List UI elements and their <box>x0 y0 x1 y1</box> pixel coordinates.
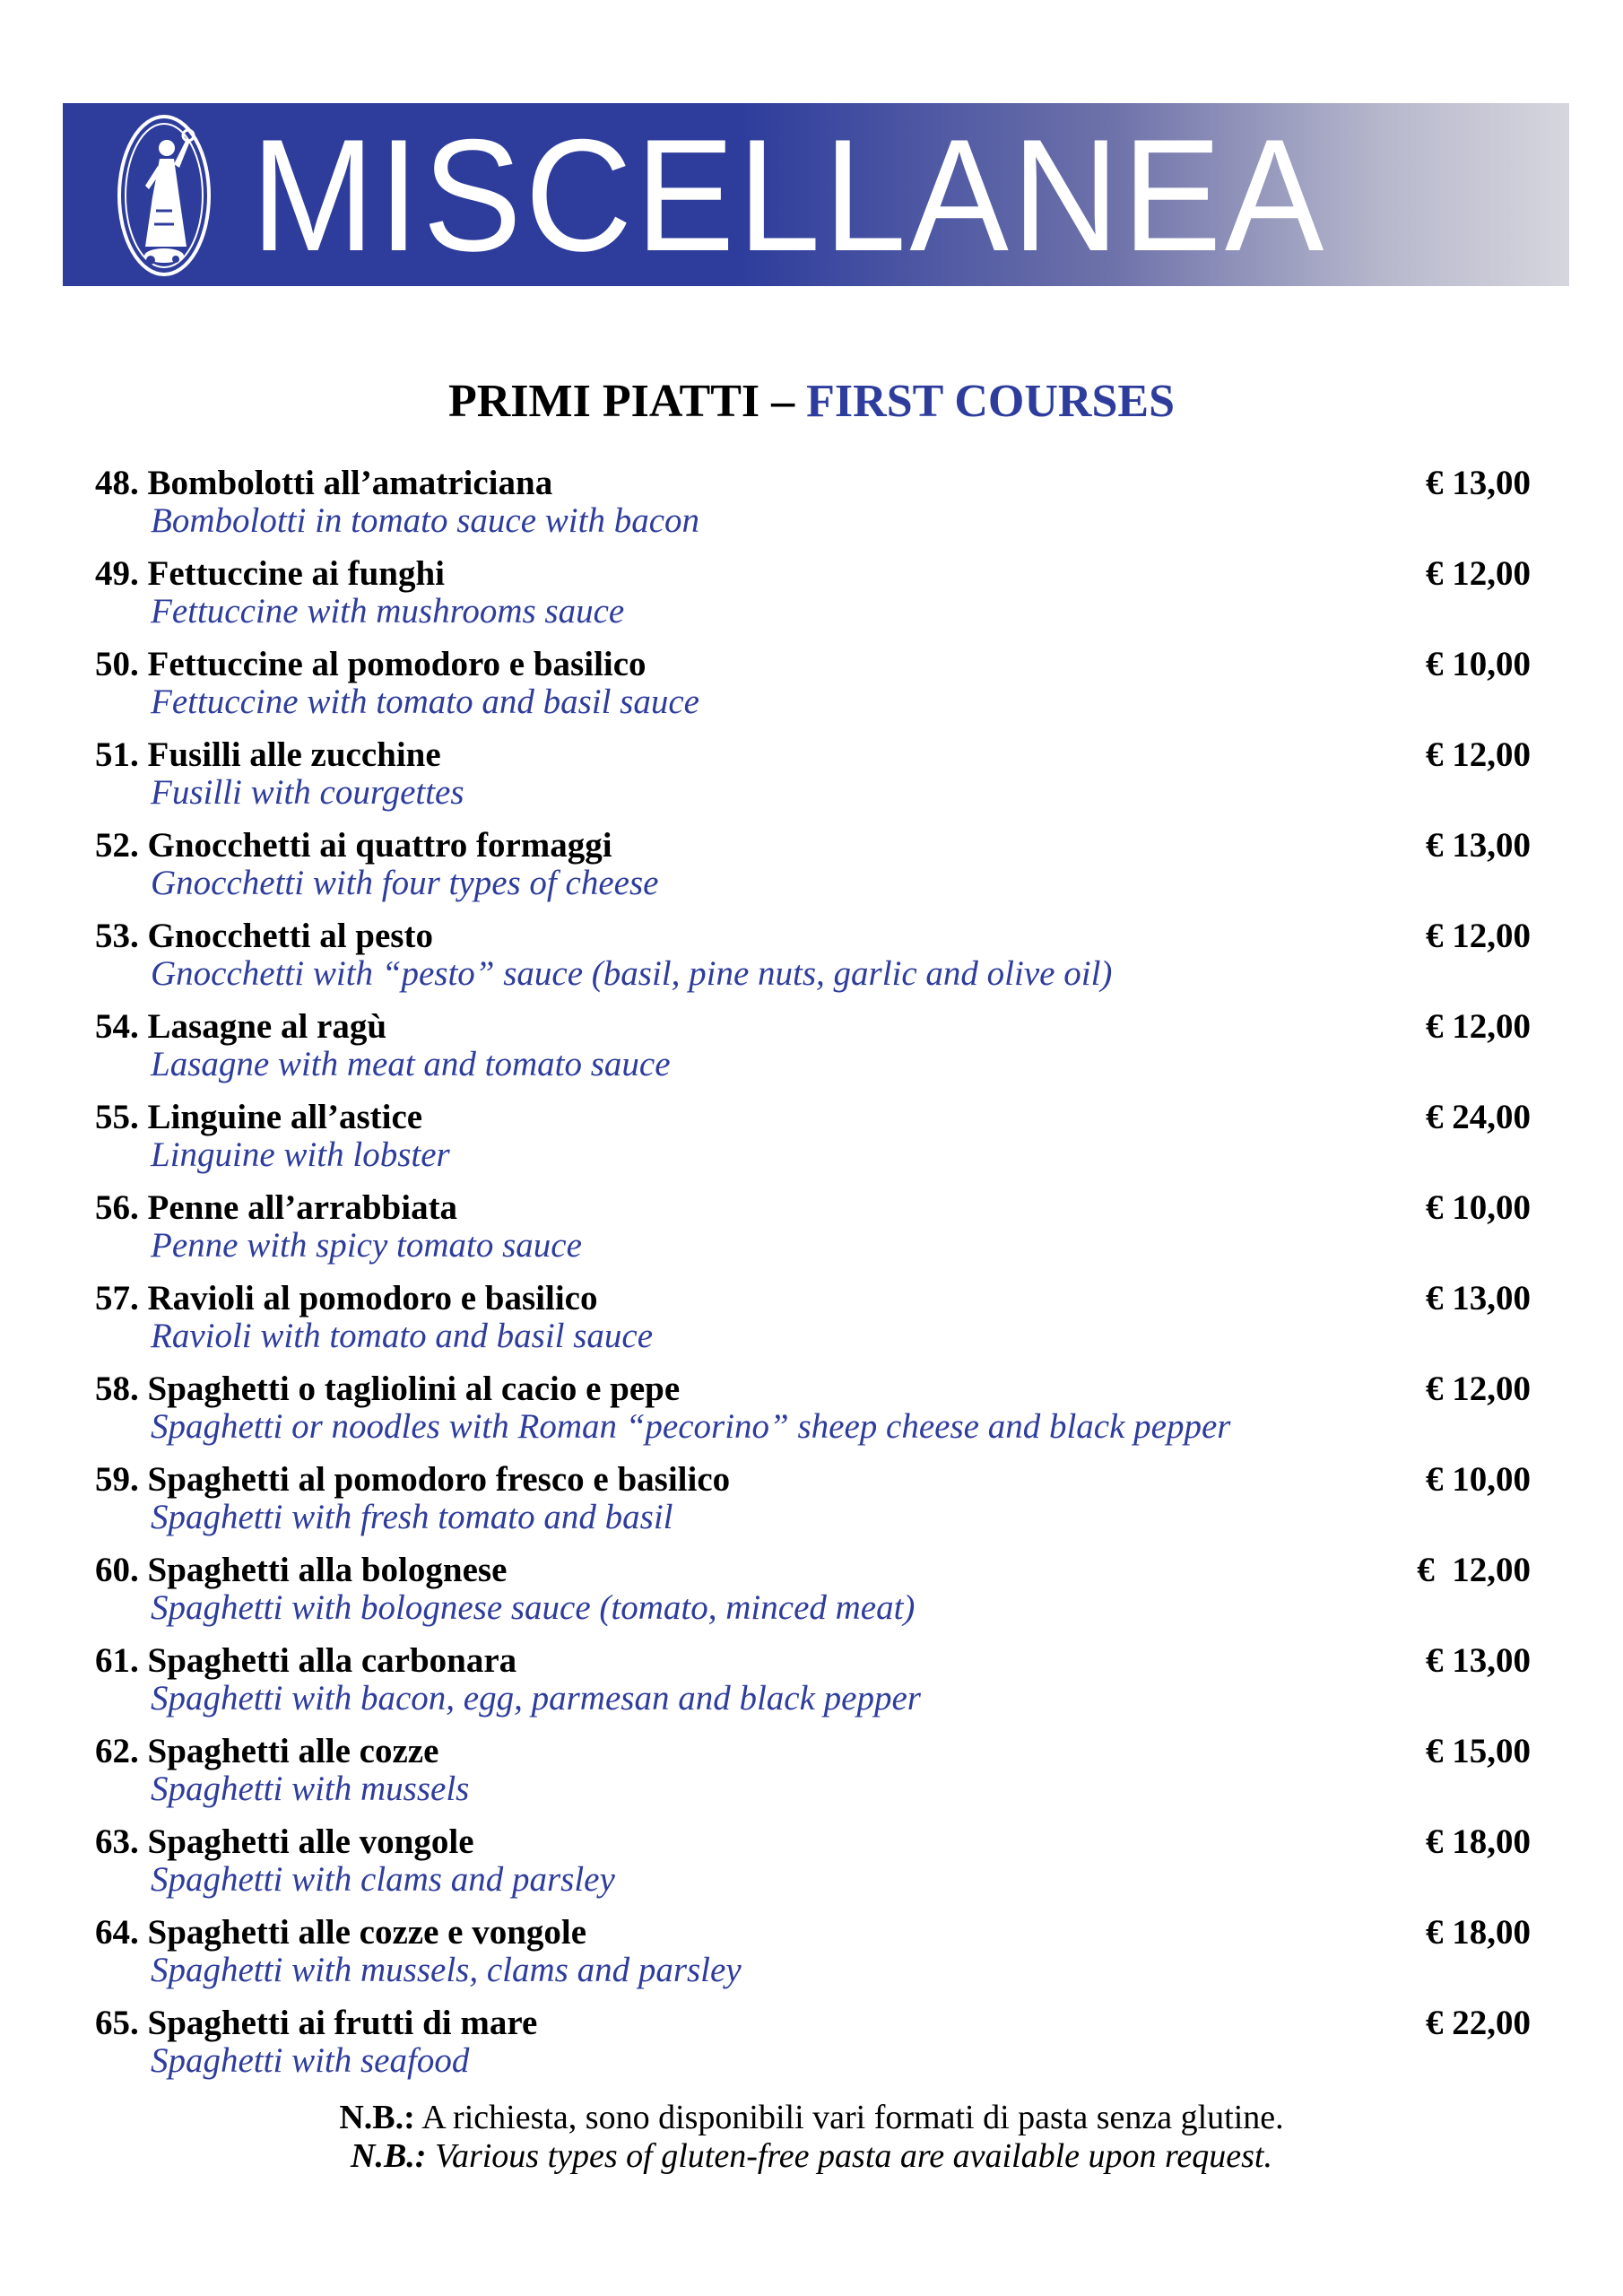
item-name: 59. Spaghetti al pomodoro fresco e basilico <box>95 1460 731 1499</box>
menu-item <box>0 1187 1623 1277</box>
item-price: € 12,00 <box>1426 554 1531 593</box>
item-price: € 18,00 <box>1426 1822 1531 1861</box>
item-description: Spaghetti with clams and parsley <box>151 1860 615 1899</box>
item-price: € 12,00 <box>1426 735 1531 774</box>
item-price: € 13,00 <box>1426 1641 1531 1680</box>
section-title-italian: PRIMI PIATTI – <box>447 376 807 427</box>
item-price: € 10,00 <box>1426 1188 1531 1227</box>
item-description: Spaghetti with mussels <box>151 1770 470 1808</box>
item-name: 54. Lasagne al ragù <box>95 1007 387 1046</box>
item-description: Penne with spicy tomato sauce <box>151 1226 582 1265</box>
menu-item <box>0 824 1623 915</box>
menu-item <box>0 1911 1623 2002</box>
item-price: € 13,00 <box>1426 464 1531 502</box>
item-name: 55. Linguine all’astice <box>95 1098 423 1136</box>
item-price: € 13,00 <box>1426 826 1531 865</box>
note-label: N.B.: <box>339 2099 415 2136</box>
menu-item <box>0 1368 1623 1458</box>
item-name: 48. Bombolotti all’amatriciana <box>95 464 553 502</box>
menu-item <box>0 552 1623 643</box>
item-price: € 12,00 <box>1426 1370 1531 1408</box>
item-name: 63. Spaghetti alle vongole <box>95 1822 474 1861</box>
item-price: € 18,00 <box>1426 1913 1531 1952</box>
item-description: Fettuccine with tomato and basil sauce <box>151 683 699 721</box>
item-description: Lasagne with meat and tomato sauce <box>151 1045 671 1083</box>
item-price: € 12,00 <box>1426 917 1531 955</box>
item-description: Gnocchetti with four types of cheese <box>151 864 659 902</box>
brand-name <box>251 106 1408 284</box>
header-banner <box>63 103 1569 286</box>
item-price: € 10,00 <box>1426 1460 1531 1499</box>
item-name: 58. Spaghetti o tagliolini al cacio e pepe <box>95 1370 681 1408</box>
item-name: 61. Spaghetti alla carbonara <box>95 1641 517 1680</box>
footer-notes <box>0 2099 1623 2176</box>
item-description: Linguine with lobster <box>151 1135 450 1174</box>
item-description: Ravioli with tomato and basil sauce <box>151 1317 654 1355</box>
menu-item <box>0 462 1623 552</box>
item-name: 60. Spaghetti alla bolognese <box>95 1551 508 1589</box>
menu-item <box>0 734 1623 824</box>
item-price: € 15,00 <box>1426 1732 1531 1770</box>
item-price: € 12,00 <box>1417 1551 1531 1589</box>
menu-item <box>0 1730 1623 1821</box>
menu-item <box>0 1639 1623 1730</box>
item-description: Spaghetti with bolognese sauce (tomato, minced meat) <box>151 1588 916 1627</box>
item-name: 53. Gnocchetti al pesto <box>95 917 433 955</box>
item-description: Gnocchetti with “pesto” sauce (basil, pine nuts, garlic and olive oil) <box>151 954 1113 993</box>
item-description: Bombolotti in tomato sauce with bacon <box>151 501 700 540</box>
section-title-english: FIRST COURSES <box>806 376 1176 427</box>
section-title <box>0 375 1623 428</box>
item-price: € 24,00 <box>1426 1098 1531 1136</box>
item-name: 50. Fettuccine al pomodoro e basilico <box>95 645 647 683</box>
item-name: 51. Fusilli alle zucchine <box>95 735 441 774</box>
item-name: 56. Penne all’arrabbiata <box>95 1188 458 1227</box>
item-description: Spaghetti with bacon, egg, parmesan and black pepper <box>151 1679 921 1718</box>
menu-item <box>0 1821 1623 1911</box>
note-english <box>0 2137 1623 2176</box>
note-italian <box>0 2099 1623 2137</box>
item-name: 57. Ravioli al pomodoro e basilico <box>95 1279 598 1318</box>
menu-item <box>0 1458 1623 1549</box>
item-description: Spaghetti or noodles with Roman “pecorino” sheep cheese and black pepper <box>151 1407 1231 1446</box>
item-name: 62. Spaghetti alle cozze <box>95 1732 439 1770</box>
menu-item <box>0 1005 1623 1096</box>
item-description: Spaghetti with seafood <box>151 2041 470 2080</box>
item-name: 49. Fettuccine ai funghi <box>95 554 445 593</box>
menu-item <box>0 643 1623 734</box>
note-italian-text: A richiesta, sono disponibili vari formati di pasta senza glutine. <box>414 2099 1284 2136</box>
item-description: Spaghetti with fresh tomato and basil <box>151 1498 673 1536</box>
item-price: € 10,00 <box>1426 645 1531 683</box>
item-name: 64. Spaghetti alle cozze e vongole <box>95 1913 587 1952</box>
menu-item <box>0 2002 1623 2092</box>
item-name: 65. Spaghetti ai frutti di mare <box>95 2004 538 2042</box>
item-description: Fusilli with courgettes <box>151 773 464 812</box>
note-label: N.B.: <box>351 2137 427 2175</box>
menu-item <box>0 915 1623 1005</box>
item-description: Fettuccine with mushrooms sauce <box>151 592 625 631</box>
note-english-text: Various types of gluten-free pasta are available upon request. <box>426 2137 1272 2175</box>
item-description: Spaghetti with mussels, clams and parsley <box>151 1951 742 1989</box>
figure-emblem-icon <box>115 112 213 279</box>
item-name: 52. Gnocchetti ai quattro formaggi <box>95 826 612 865</box>
menu-item <box>0 1096 1623 1187</box>
menu-item <box>0 1549 1623 1639</box>
item-price: € 22,00 <box>1426 2004 1531 2042</box>
item-price: € 12,00 <box>1426 1007 1531 1046</box>
brand-text: MISCELLANEA <box>251 106 1328 284</box>
menu-item <box>0 1277 1623 1368</box>
item-price: € 13,00 <box>1426 1279 1531 1318</box>
